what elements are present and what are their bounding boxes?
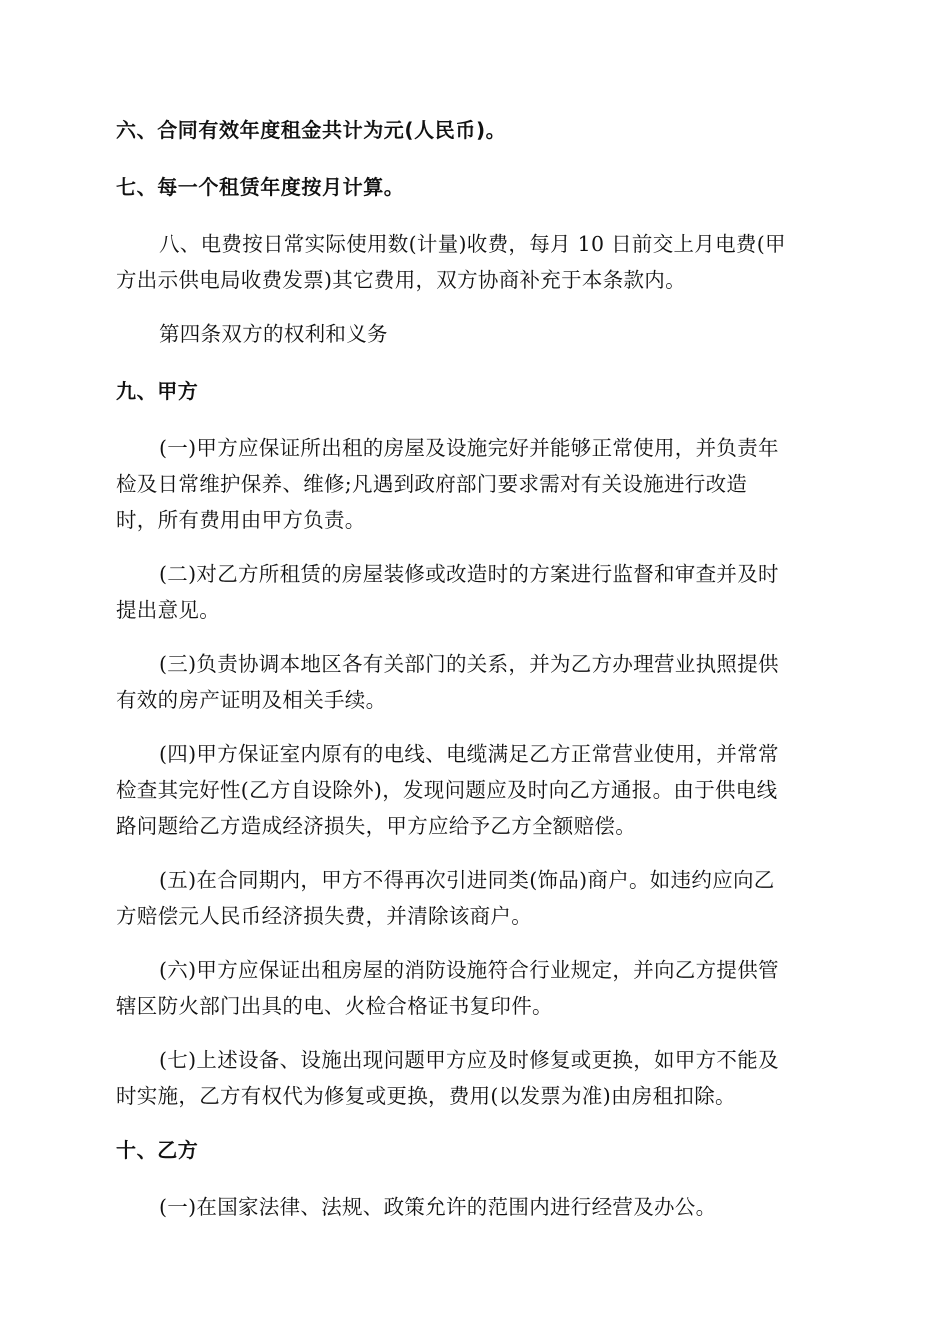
party-a-item-4: [116, 736, 836, 844]
party-a-item-5-line-2: 方赔偿元人民币经济损失费，并清除该商户。: [116, 904, 532, 928]
party-b-item-1: [116, 1189, 836, 1225]
party-a-item-4-line-3: 路问题给乙方造成经济损失，甲方应给予乙方全额赔偿。: [116, 814, 636, 838]
party-a-item-6-line-2: 辖区防火部门出具的电、火检合格证书复印件。: [116, 994, 553, 1018]
clause-8-line-2: 方出示供电局收费发票)其它费用，双方协商补充于本条款内。: [116, 268, 686, 292]
clause-8-line-1: 八、电费按日常实际使用数(计量)收费，每月 10 日前交上月电费(甲: [159, 232, 786, 256]
document-body: [116, 112, 836, 1225]
clause-7-text: 七、每一个租赁年度按月计算。: [116, 175, 405, 199]
party-a-item-7-line-1: (七)上述设备、设施出现问题甲方应及时修复或更换，如甲方不能及: [159, 1048, 779, 1072]
party-a-item-7-line-2: 时实施，乙方有权代为修复或更换，费用(以发票为准)由房租扣除。: [116, 1084, 736, 1108]
party-a-item-5-line-1: (五)在合同期内，甲方不得再次引进同类(饰品)商户。如违约应向乙: [159, 868, 775, 892]
clause-10-text: 十、乙方: [116, 1138, 199, 1162]
clause-9-heading: [116, 373, 836, 409]
clause-6: [116, 112, 836, 148]
party-a-item-2: [116, 556, 836, 628]
clause-7: [116, 169, 836, 205]
clause-10-heading: [116, 1132, 836, 1168]
party-a-item-4-line-1: (四)甲方保证室内原有的电线、电缆满足乙方正常营业使用，并常常: [159, 742, 779, 766]
party-a-item-4-line-2: 检查其完好性(乙方自设除外)，发现问题应及时向乙方通报。由于供电线: [116, 778, 778, 802]
party-a-item-1: [116, 430, 836, 538]
party-a-item-1-line-1: (一)甲方应保证所出租的房屋及设施完好并能够正常使用，并负责年: [159, 436, 779, 460]
party-a-item-7: [116, 1042, 836, 1114]
clause-6-text: 六、合同有效年度租金共计为元(人民币)。: [116, 118, 507, 142]
party-a-item-3-line-2: 有效的房产证明及相关手续。: [116, 688, 387, 712]
party-a-item-1-line-2: 检及日常维护保养、维修;凡遇到政府部门要求需对有关设施进行改造: [116, 472, 748, 496]
clause-9-text: 九、甲方: [116, 379, 199, 403]
article-4-text: 第四条双方的权利和义务: [159, 322, 388, 346]
party-a-item-6: [116, 952, 836, 1024]
party-a-item-2-line-2: 提出意见。: [116, 598, 220, 622]
party-a-item-5: [116, 862, 836, 934]
party-a-item-2-line-1: (二)对乙方所租赁的房屋装修或改造时的方案进行监督和审查并及时: [159, 562, 779, 586]
party-a-item-1-line-3: 时，所有费用由甲方负责。: [116, 508, 366, 532]
article-4-heading: [116, 316, 836, 352]
party-b-item-1-line-1: (一)在国家法律、法规、政策允许的范围内进行经营及办公。: [159, 1195, 717, 1219]
party-a-item-3-line-1: (三)负责协调本地区各有关部门的关系，并为乙方办理营业执照提供: [159, 652, 779, 676]
clause-8: [116, 226, 836, 298]
party-a-item-3: [116, 646, 836, 718]
party-a-item-6-line-1: (六)甲方应保证出租房屋的消防设施符合行业规定，并向乙方提供管: [159, 958, 779, 982]
